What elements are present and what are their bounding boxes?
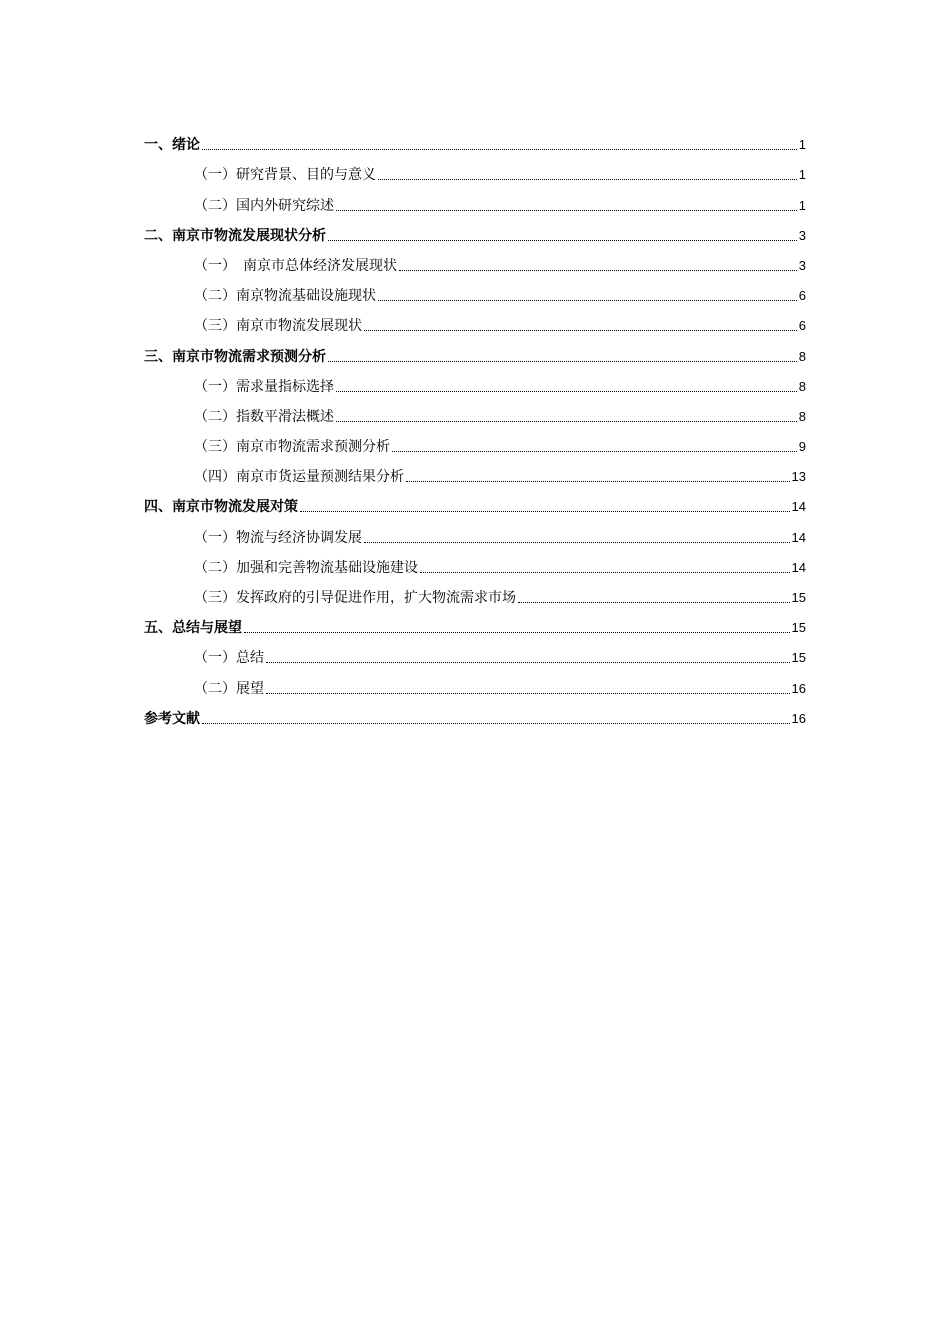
toc-entry-title: 三、南京市物流需求预测分析	[144, 348, 326, 365]
toc-page-number: 1	[798, 167, 806, 183]
toc-page-number: 15	[791, 650, 806, 666]
toc-entry-section[interactable]	[144, 307, 806, 337]
toc-dot-leader	[328, 240, 797, 241]
toc-dot-leader	[406, 481, 790, 482]
table-of-contents	[144, 126, 806, 730]
toc-entry-title: （四）南京市货运量预测结果分析	[194, 469, 404, 486]
toc-page-number: 14	[791, 529, 806, 545]
toc-dot-leader	[202, 149, 797, 150]
toc-entry-title: 参考文献	[144, 710, 200, 727]
toc-entry-chapter-5[interactable]	[144, 609, 806, 639]
toc-page-number: 16	[791, 680, 806, 696]
toc-dot-leader	[364, 542, 790, 543]
toc-dot-leader	[420, 572, 790, 573]
toc-entry-title: （三）南京市物流发展现状	[194, 318, 362, 335]
toc-entry-section[interactable]	[144, 398, 806, 428]
toc-entry-section[interactable]	[144, 277, 806, 307]
toc-page-number: 16	[791, 710, 806, 726]
toc-dot-leader	[300, 511, 790, 512]
toc-entry-section[interactable]	[144, 368, 806, 398]
toc-page-number: 8	[798, 348, 806, 364]
toc-entry-title: （二）国内外研究综述	[194, 197, 334, 214]
toc-entry-title: （一） 南京市总体经济发展现状	[194, 257, 397, 274]
toc-entry-title: 二、南京市物流发展现状分析	[144, 227, 326, 244]
toc-entry-section[interactable]	[144, 549, 806, 579]
toc-page-number: 14	[791, 559, 806, 575]
toc-page-number: 13	[791, 469, 806, 485]
toc-entry-chapter-1[interactable]	[144, 126, 806, 156]
toc-dot-leader	[392, 451, 797, 452]
toc-entry-title: 一、绪论	[144, 137, 200, 154]
toc-dot-leader	[328, 361, 797, 362]
toc-dot-leader	[266, 693, 790, 694]
toc-dot-leader	[336, 421, 797, 422]
toc-entry-title: （一）总结	[194, 650, 264, 667]
toc-dot-leader	[244, 632, 790, 633]
toc-entry-section[interactable]	[144, 186, 806, 216]
toc-dot-leader	[364, 330, 797, 331]
toc-entry-section[interactable]	[144, 639, 806, 669]
toc-page-number: 1	[798, 137, 806, 153]
toc-entry-chapter-4[interactable]	[144, 488, 806, 518]
toc-entry-section[interactable]	[144, 428, 806, 458]
toc-entry-section[interactable]	[144, 156, 806, 186]
toc-entry-section[interactable]	[144, 579, 806, 609]
toc-entry-title: （三）发挥政府的引导促进作用，扩大物流需求市场	[194, 590, 516, 606]
toc-page-number: 9	[798, 439, 806, 455]
toc-entry-section[interactable]	[144, 247, 806, 277]
toc-dot-leader	[378, 300, 797, 301]
toc-entry-title: （二）加强和完善物流基础设施建设	[194, 559, 418, 576]
toc-page-number: 3	[798, 227, 806, 243]
toc-entry-title: （二）展望	[194, 680, 264, 697]
toc-page-number: 6	[798, 318, 806, 334]
toc-page-number: 3	[798, 257, 806, 273]
toc-entry-title: 五、总结与展望	[144, 620, 242, 637]
toc-entry-section[interactable]	[144, 518, 806, 548]
toc-page-number: 8	[798, 408, 806, 424]
toc-dot-leader	[336, 210, 797, 211]
toc-page-number: 14	[791, 499, 806, 515]
toc-entry-title: （二）南京物流基础设施现状	[194, 288, 376, 305]
toc-dot-leader	[266, 662, 790, 663]
toc-page-number: 8	[798, 378, 806, 394]
toc-dot-leader	[518, 602, 790, 603]
toc-entry-title: （三）南京市物流需求预测分析	[194, 439, 390, 456]
toc-entry-title: （二）指数平滑法概述	[194, 408, 334, 425]
toc-entry-section[interactable]	[144, 669, 806, 699]
toc-entry-section[interactable]	[144, 458, 806, 488]
toc-page-number: 1	[798, 197, 806, 213]
toc-entry-title: （一）需求量指标选择	[194, 378, 334, 395]
toc-entry-title: 四、南京市物流发展对策	[144, 499, 298, 516]
toc-entry-title: （一）物流与经济协调发展	[194, 529, 362, 546]
toc-entry-chapter-2[interactable]	[144, 217, 806, 247]
toc-page-number: 15	[791, 590, 806, 605]
toc-dot-leader	[378, 179, 797, 180]
toc-entry-chapter-3[interactable]	[144, 337, 806, 367]
toc-page-number: 15	[791, 620, 806, 636]
toc-entry-references[interactable]	[144, 700, 806, 730]
toc-entry-title: （一）研究背景、目的与意义	[194, 167, 376, 184]
toc-page-number: 6	[798, 288, 806, 304]
toc-dot-leader	[336, 391, 797, 392]
toc-dot-leader	[399, 270, 797, 271]
toc-dot-leader	[202, 723, 790, 724]
